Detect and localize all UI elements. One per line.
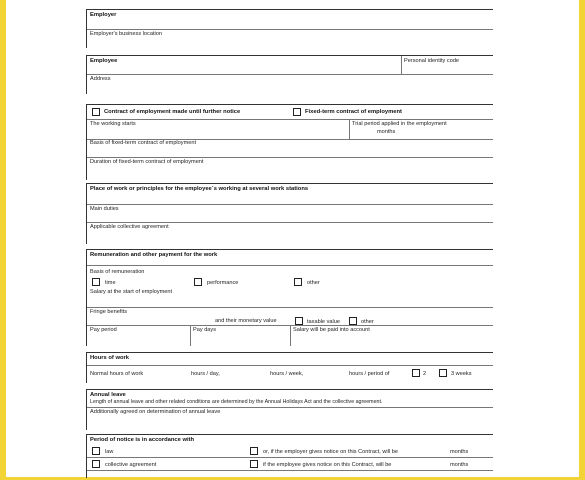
employer-notice-months-label: months bbox=[450, 449, 469, 455]
period-2-checkbox[interactable] bbox=[412, 369, 420, 377]
contract-divider-1 bbox=[87, 119, 493, 120]
trial-months-label: months bbox=[377, 129, 396, 135]
notice-divider bbox=[87, 457, 493, 458]
employer-notice-label: or, if the employer gives notice on this Contract, will be bbox=[263, 449, 398, 455]
taxable-value-label: taxable value bbox=[307, 319, 340, 325]
place-divider-2 bbox=[87, 222, 493, 223]
other-label: other bbox=[307, 280, 320, 286]
time-label: time bbox=[105, 280, 116, 286]
period-2-label: 2 bbox=[423, 371, 427, 377]
pay-period-field[interactable]: Pay period bbox=[90, 327, 117, 333]
other-value-checkbox[interactable] bbox=[349, 317, 357, 325]
salary-start-field[interactable]: Salary at the start of employment bbox=[90, 289, 173, 295]
pay-vdivider-1 bbox=[190, 325, 191, 346]
notice-law-checkbox[interactable] bbox=[92, 447, 100, 455]
duration-fixed-term-field[interactable]: Duration of fixed-term contract of employment bbox=[90, 159, 204, 165]
employer-notice-checkbox[interactable] bbox=[250, 447, 258, 455]
trial-vdivider bbox=[349, 119, 350, 139]
annual-divider bbox=[87, 407, 493, 408]
employer-divider bbox=[87, 29, 493, 30]
monetary-value-label: and their monetary value bbox=[215, 318, 277, 324]
hours-title: Hours of work bbox=[90, 355, 129, 361]
annual-leave-section bbox=[86, 389, 493, 430]
taxable-value-checkbox[interactable] bbox=[295, 317, 303, 325]
hours-of-work-section bbox=[86, 352, 493, 383]
place-of-work-title: Place of work or principles for the employee`s working at several work stations bbox=[90, 186, 309, 192]
employee-notice-checkbox[interactable] bbox=[250, 460, 258, 468]
contract-type-section bbox=[86, 104, 493, 180]
until-notice-label: Contract of employment made until further notice bbox=[104, 109, 241, 115]
pay-vdivider-2 bbox=[290, 325, 291, 346]
time-checkbox[interactable] bbox=[92, 278, 100, 286]
place-divider-1 bbox=[87, 204, 493, 205]
fixed-term-label: Fixed-term contract of employment bbox=[305, 109, 402, 115]
notice-law-label: law bbox=[105, 449, 114, 455]
personal-identity-code-field[interactable]: Personal identity code bbox=[404, 58, 460, 64]
employee-address-field[interactable]: Address bbox=[90, 76, 111, 82]
employee-notice-label: if the employee gives notice on this Contract, will be bbox=[263, 462, 392, 468]
pay-days-field[interactable]: Pay days bbox=[193, 327, 217, 333]
hours-divider bbox=[87, 365, 493, 366]
trial-period-label: Trial period applied in the employment bbox=[352, 121, 447, 127]
main-duties-field[interactable]: Main duties bbox=[90, 206, 119, 212]
annual-leave-title: Annual leave bbox=[90, 392, 126, 398]
until-notice-checkbox[interactable] bbox=[92, 108, 100, 116]
collective-agreement-field[interactable]: Applicable collective agreement bbox=[90, 224, 169, 230]
employee-notice-months-label: months bbox=[450, 462, 469, 468]
right-frame-border bbox=[579, 0, 585, 480]
period-3-weeks-label: 3 weeks bbox=[451, 371, 472, 377]
employer-business-location-field[interactable]: Employer's business location bbox=[90, 31, 162, 37]
employee-section bbox=[86, 55, 493, 94]
performance-checkbox[interactable] bbox=[194, 278, 202, 286]
notice-collective-label: collective agreement bbox=[105, 462, 157, 468]
other-checkbox[interactable] bbox=[294, 278, 302, 286]
normal-hours-label: Normal hours of work bbox=[90, 371, 144, 377]
place-of-work-section bbox=[86, 183, 493, 244]
working-starts-field[interactable]: The working starts bbox=[90, 121, 136, 127]
notice-title: Period of notice is in accordance with bbox=[90, 437, 195, 443]
hours-period-label: hours / period of bbox=[349, 371, 390, 377]
contract-divider-3 bbox=[87, 157, 493, 158]
performance-label: performance bbox=[207, 280, 239, 286]
remuneration-section bbox=[86, 249, 493, 346]
basis-fixed-term-field[interactable]: Basis of fixed-term contract of employment bbox=[90, 140, 197, 146]
rem-divider-2 bbox=[87, 307, 493, 308]
employee-divider bbox=[87, 74, 493, 75]
period-3-checkbox[interactable] bbox=[439, 369, 447, 377]
other-value-label: other bbox=[361, 319, 374, 325]
rem-divider-1 bbox=[87, 265, 493, 266]
salary-account-field[interactable]: Salary will be paid into account bbox=[293, 327, 370, 333]
left-frame-border bbox=[0, 0, 6, 480]
annual-leave-length-text: Length of annual leave and other related conditions are determined by the Annual Holidays Act and the collective agreement. bbox=[90, 399, 383, 405]
fixed-term-checkbox[interactable] bbox=[293, 108, 301, 116]
employee-title: Employee bbox=[90, 58, 118, 64]
notice-period-section bbox=[86, 434, 493, 478]
employee-vdivider bbox=[401, 56, 402, 74]
employer-title: Employer bbox=[90, 12, 117, 18]
annual-leave-additional-field[interactable]: Additionally agreed on determination of annual leave bbox=[90, 409, 221, 415]
hours-per-week-label: hours / week, bbox=[270, 371, 304, 377]
basis-of-remuneration-label: Basis of remuneration bbox=[90, 269, 145, 275]
remuneration-title: Remuneration and other payment for the work bbox=[90, 252, 218, 258]
hours-per-day-label: hours / day, bbox=[191, 371, 220, 377]
notice-collective-checkbox[interactable] bbox=[92, 460, 100, 468]
fringe-benefits-field[interactable]: Fringe benefits bbox=[90, 309, 128, 315]
employment-contract-form bbox=[86, 0, 492, 480]
employer-section bbox=[86, 9, 493, 48]
notice-bottom-line bbox=[87, 470, 493, 471]
